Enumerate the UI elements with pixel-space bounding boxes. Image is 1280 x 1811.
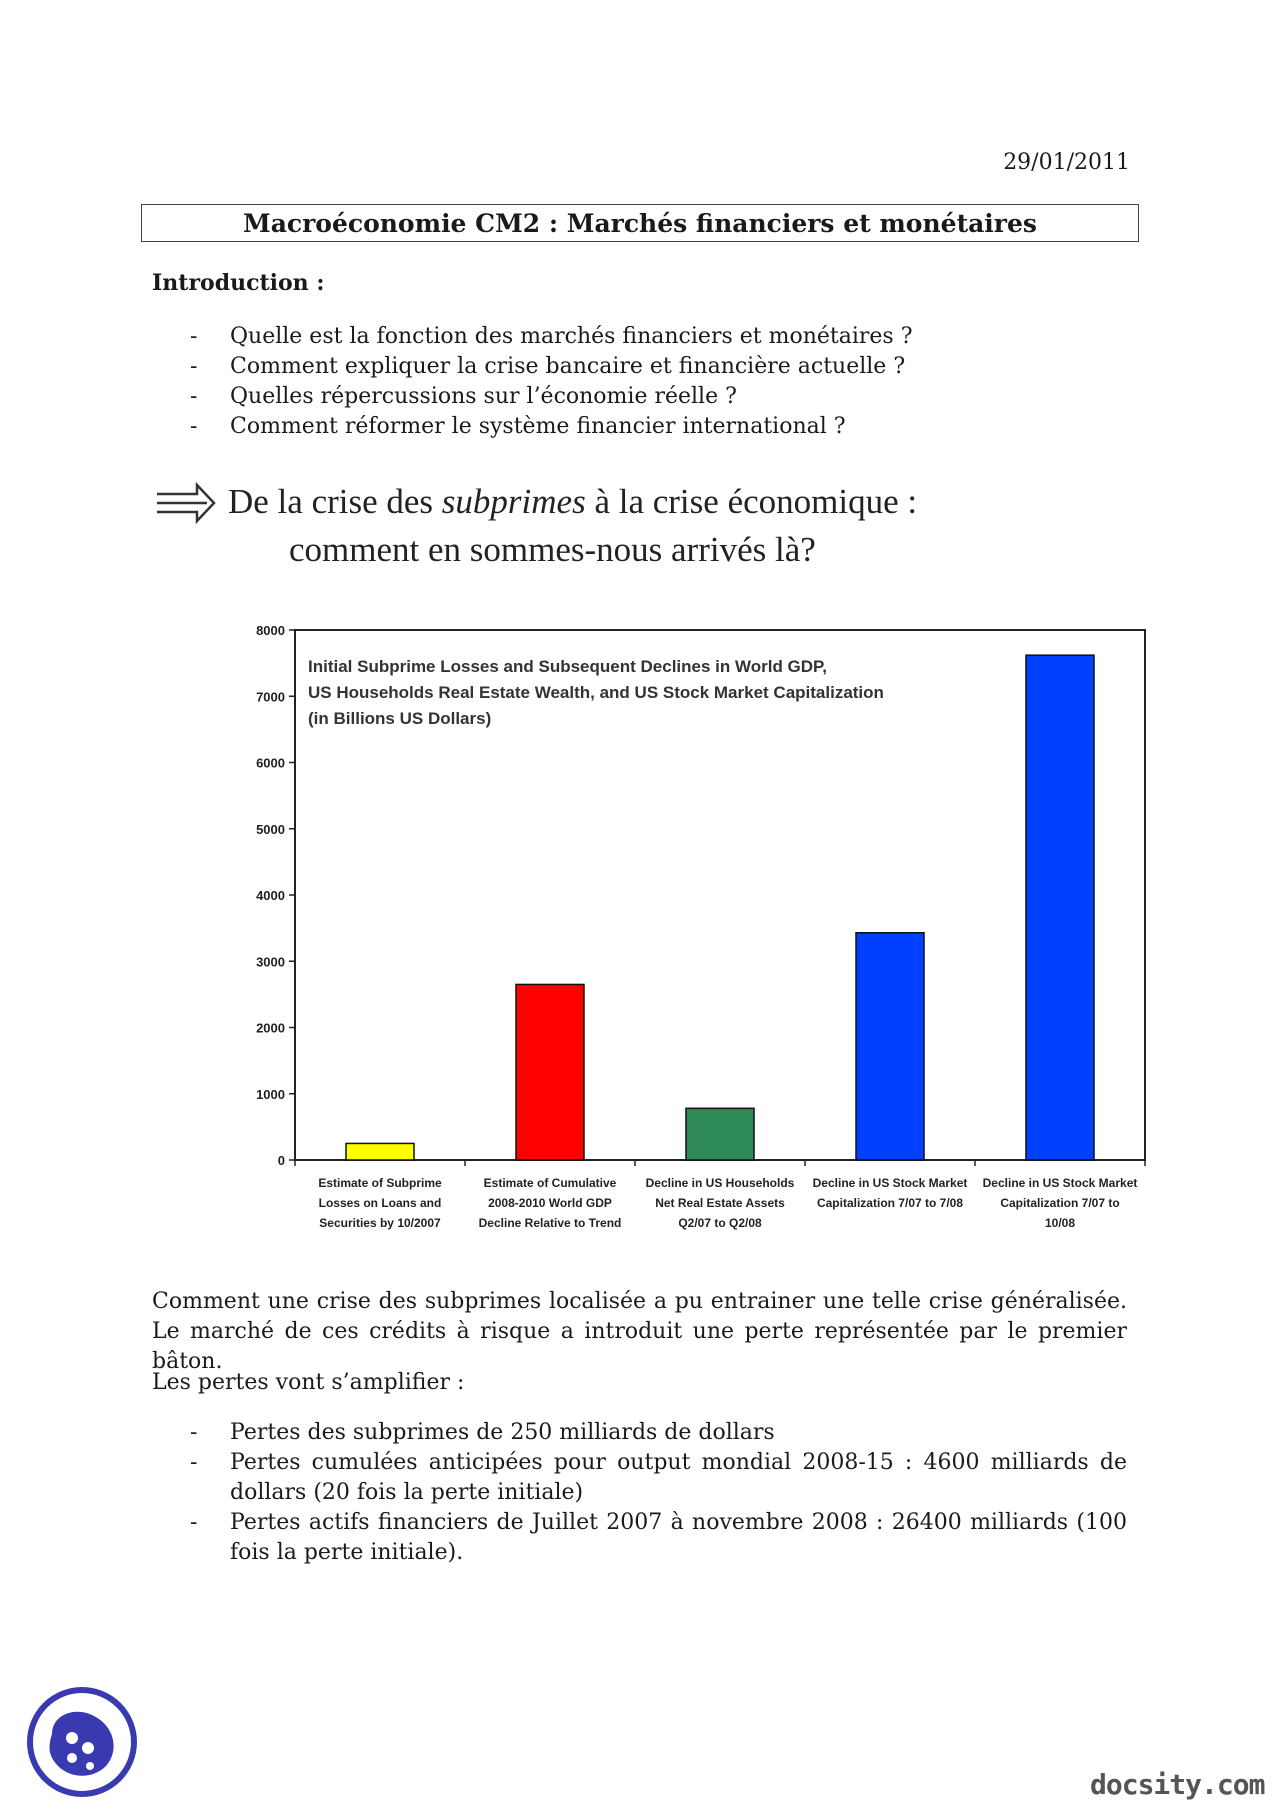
x-category-label: Securities by 10/2007	[319, 1216, 441, 1230]
x-category-label: Estimate of Cumulative	[483, 1176, 617, 1190]
paragraph-intro: Comment une crise des subprimes localisée a pu entrainer une telle crise généralisée. Le marché de ces crédits à risque a introduit une perte représentée par le premier bâton.	[152, 1289, 1127, 1374]
docsity-logo-icon	[26, 1686, 138, 1798]
x-category-label: 10/08	[1044, 1216, 1076, 1230]
list-item: - Pertes actifs financiers de Juillet 2007 à novembre 2008 : 26400 milliards (100 fois la perte initiale).	[190, 1508, 1127, 1568]
x-category-label: Net Real Estate Assets	[655, 1196, 785, 1210]
question-list	[190, 322, 913, 442]
y-tick-label: 4000	[256, 888, 285, 903]
subtitle-line1-pre: De la crise des	[228, 482, 442, 521]
x-category-label: Decline Relative to Trend	[478, 1216, 622, 1230]
x-category-label: Losses on Loans and	[318, 1196, 442, 1210]
subtitle-line1-post: à la crise économique :	[585, 482, 918, 521]
page-title: Macroéconomie CM2 : Marchés financiers et monétaires	[243, 208, 1037, 238]
x-category-label: Estimate of Subprime	[318, 1176, 442, 1190]
brand-watermark: docsity.com	[1090, 1768, 1265, 1801]
y-tick-label: 2000	[256, 1020, 285, 1036]
list-item: - Pertes des subprimes de 250 milliards de dollars	[190, 1418, 1127, 1448]
subtitle-line2: comment en sommes-nous arrivés là?	[289, 530, 816, 569]
paragraph-losses-heading: Les pertes vont s’amplifier :	[152, 1370, 465, 1395]
page-title-box	[141, 204, 1139, 242]
bar-chart	[220, 612, 1160, 1242]
subtitle-line1-emphasis: subprimes	[441, 482, 586, 521]
bar	[686, 1108, 754, 1160]
list-item: - Pertes cumulées anticipées pour output mondial 2008-15 : 4600 milliards de dollars (20 fois la perte initiale)	[190, 1448, 1127, 1508]
y-tick-label: 0	[277, 1153, 285, 1168]
y-tick-label: 8000	[256, 623, 285, 638]
list-item: - Comment expliquer la crise bancaire et financière actuelle ?	[190, 352, 913, 382]
bar	[1026, 655, 1094, 1160]
list-item: - Comment réformer le système financier international ?	[190, 412, 913, 442]
document-date: 29/01/2011	[1003, 150, 1130, 175]
losses-list	[190, 1418, 1127, 1568]
chart-title-line: (in Billions US Dollars)	[308, 709, 492, 728]
y-tick-label: 6000	[256, 755, 285, 771]
x-category-label: Decline in US Stock Market	[812, 1176, 968, 1190]
y-tick-label: 5000	[256, 821, 285, 837]
intro-heading: Introduction :	[152, 270, 325, 296]
list-item: - Quelles répercussions sur l’économie réelle ?	[190, 382, 913, 412]
x-category-label: Decline in US Stock Market	[982, 1176, 1138, 1190]
y-tick-label: 1000	[256, 1086, 285, 1102]
bar	[346, 1143, 414, 1160]
y-tick-label: 7000	[256, 689, 285, 705]
chart-title-line: US Households Real Estate Wealth, and US Stock Market Capitalization	[308, 683, 884, 702]
x-category-label: Q2/07 to Q2/08	[678, 1216, 762, 1230]
list-item: - Quelle est la fonction des marchés financiers et monétaires ?	[190, 322, 913, 352]
bar	[856, 933, 924, 1160]
x-category-label: Decline in US Households	[645, 1176, 795, 1190]
x-category-label: Capitalization 7/07 to	[1000, 1196, 1120, 1210]
x-category-label: Capitalization 7/07 to 7/08	[816, 1196, 964, 1210]
x-category-label: 2008-2010 World GDP	[488, 1196, 612, 1210]
chart-title-line: Initial Subprime Losses and Subsequent Declines in World GDP,	[308, 657, 827, 676]
section-subtitle	[155, 478, 917, 574]
y-tick-label: 3000	[256, 954, 285, 970]
bar	[516, 984, 584, 1160]
